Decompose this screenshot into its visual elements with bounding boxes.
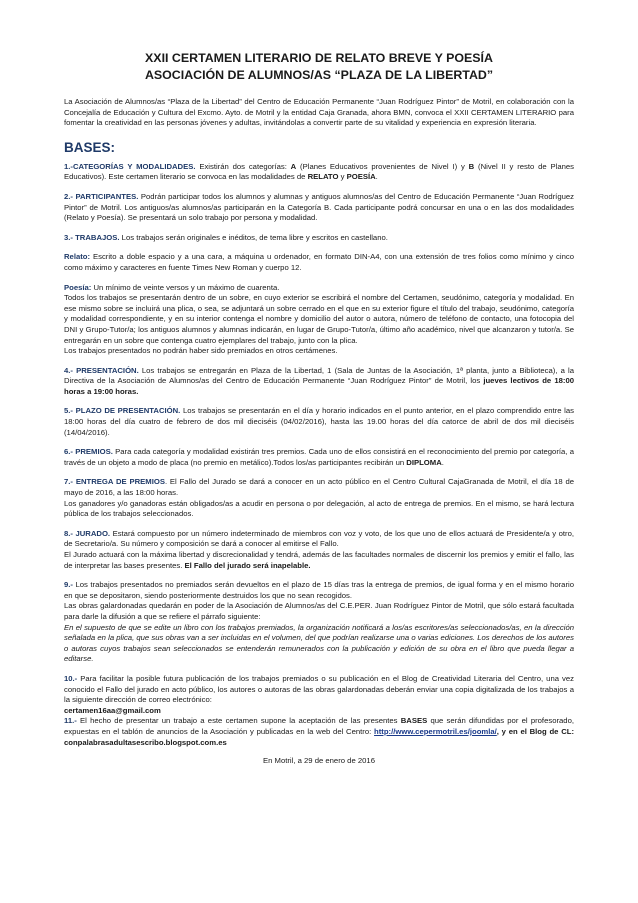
section-difusion: 10.- Para facilitar la posible futura publicación de los trabajos premiados o su publicación en el Blog de Creatividad Literaria del Centro, una vez conocido el Fallo del jurado en acto público, los autores o autoras de las obras galardonadas deberán enviar una copia digitalizada de los trabajos a la siguiente dirección de correo electrónico: certamen16aa@gmail.com 11.- El hecho de presentar un trabajo a este certamen supone la aceptación de las presentes BASES que serán difundidas por el profesorado, expuestas en el tablón de anuncios de la Asociación y publicadas en la web del Centro: http://www.cepermotril.es/joomla/, y en el Blog de CL: conpalabrasadultasescribo.blogspot.com.es (64, 673, 575, 747)
section-entrega: 7.- ENTREGA DE PREMIOS. El Fallo del Jurado se dará a conocer en un acto público en el Centro Cultural CajaGranada de Motril, el día 18 de mayo de 2016, a las 18:00 horas. Los ganadores y/o ganadoras están obligados/as a acudir en persona o por delegación, al acto de entrega de premios. En el mismo, se hará lectura pública de los trabajos seleccionados. (64, 477, 574, 519)
section-heading: Poesía: (64, 282, 92, 292)
section-premios: 6.- PREMIOS. Para cada categoría y modalidad existirán tres premios. Cada uno de ellos consistirá en el reconocimiento del premio por categoría, a través de un objeto a modo de placa (no premio en metálico).Todos los/as participantes recibirán un DIPLOMA. (64, 447, 574, 467)
premiados-previos-paragraph: Los trabajos presentados no podrán haber sido premiados en otros certámenes. (64, 346, 338, 356)
section-heading: 5.- PLAZO DE PRESENTACIÓN. (64, 406, 181, 416)
section-heading: Relato: (64, 252, 91, 262)
document-subtitle: ASOCIACIÓN DE ALUMNOS/AS “PLAZA DE LA LIBERTAD” (144, 68, 494, 82)
title-block (64, 50, 574, 84)
section-heading: 9.- (64, 580, 73, 590)
section-jurado: 8.- JURADO. Estará compuesto por un número indeterminado de miembros con voz y voto, de los que uno de ellos actuará de Presidente/a y otro, de Secretario/a. Su número y composición se dará a conocer al emitirse el Fallo. El Jurado actuará con la máxima libertad y discrecionalidad y tendrá, además de las facultades normales de discernir los premios y emitir el fallo, las de interpretar las bases presentes. El Fallo del jurado será inapelable. (64, 528, 574, 570)
center-website-link[interactable]: http://www.cepermotril.es/joomla/ (374, 726, 497, 736)
bases-heading: BASES: (64, 139, 116, 155)
section-heading: 3.- TRABAJOS. (64, 232, 120, 242)
section-heading: 4.- PRESENTACIÓN. (64, 365, 139, 375)
date-line: En Motril, a 29 de enero de 2016 (263, 756, 375, 766)
document-title: XXII CERTAMEN LITERARIO DE RELATO BREVE Y POESÍA (145, 51, 493, 65)
section-categorias: 1.-CATEGORÍAS Y MODALIDADES. Existirán dos categorías: A (Planes Educativos provenientes de Nivel I) y B (Nivel II y resto de Planes Educativos). Este certamen literario se convoca en las modalidades de RELATO y POESÍA. (64, 161, 574, 182)
section-heading: 2.- PARTICIPANTES. (64, 191, 139, 201)
blog-reference: , y en el Blog de CL: conpalabrasadultasescribo.blogspot.com.es (64, 726, 575, 747)
section-heading: 6.- PREMIOS. (64, 447, 113, 457)
section-trabajos: 3.- TRABAJOS. Los trabajos serán originales e inéditos, de tema libre y escritos en castellano. (64, 232, 388, 242)
section-heading: 1.-CATEGORÍAS Y MODALIDADES. (64, 161, 196, 171)
section-heading: 11.- (64, 716, 77, 726)
section-plazo: 5.- PLAZO DE PRESENTACIÓN. Los trabajos se presentarán en el día y horario indicados en el punto anterior, en el plazo comprendido entre las 18:00 horas del día cuatro de febrero de dos mil dieciséis (04/02/2016), hasta las 19.00 horas del día catorce de abril de dos mil dieciséis (14/04/2016). (64, 406, 574, 437)
contact-email[interactable]: certamen16aa@gmail.com (64, 705, 161, 715)
envio-paragraph: Todos los trabajos se presentarán dentro de un sobre, en cuyo exterior se escribirá el nombre del Certamen, seudónimo, categoría y modalidad. En ese mismo sobre se incluirá una plica, o sea, se adjuntará un sobre cerrado en el que en su exterior figure el título del trabajo, seudónimo, categoría y modalidad correspondiente, y en su interior contenga el nombre y domicilio del autor o autora, número de teléfono de contacto, una fotocopia del DNI y Grupo-Tutor/a; los antiguos alumnos y alumnas indicarán, en lugar de Grupo-Tutor/a, último año académico, nivel que alcanzaron y tutor/a. Se entregarán en un sobre que contenga cuatro ejemplares del trabajo, junto con la plica. (64, 293, 574, 345)
section-heading: 8.- JURADO. (64, 528, 111, 538)
section-relato: Relato: Escrito a doble espacio y a una cara, a máquina u ordenador, en formato DIN-A4, con una extensión de tres folios como mínimo y cinco como máximo y caracteres en fuente Times New Roman y cuerpo 12. (64, 252, 574, 272)
section-heading: 10.- (64, 673, 78, 683)
publication-clause: En el supuesto de que se edite un libro con los trabajos premiados, la organización notificará a los/as escritores/as seleccionados/as, en la dirección señalada en la plica, que sus obras van a ser incluidas en el volumen, del que podrían realizarse una o varias ediciones. Los derechos de los autores o autoras cuyos trabajos sean seleccionados se entenderán remunerados con la publicación y edición de su obra en el libro que pueda llegar a editarse. (64, 622, 574, 664)
section-poesia: Poesía: Un mínimo de veinte versos y un máximo de cuarenta. Todos los trabajos se presentarán dentro de un sobre, en cuyo exterior se escribirá el nombre del Certamen, seudónimo, categoría y modalidad. En ese mismo sobre se incluirá una plica, o sea, se adjuntará un sobre cerrado en el que en su exterior figure el título del trabajo, seudónimo, categoría y modalidad correspondiente, y en su interior contenga el nombre y domicilio del autor o autora, número de teléfono de contacto, una fotocopia del DNI y Grupo-Tutor/a; los antiguos alumnos y alumnas indicarán, en lugar de Grupo-Tutor/a, último año académico, nivel que alcanzaron y tutor/a. Se entregarán en un sobre que contenga cuatro ejemplares del trabajo, junto con la plica. Los trabajos presentados no podrán haber sido premiados en otros certámenes. (64, 282, 574, 356)
section-devolucion: 9.- Los trabajos presentados no premiados serán devueltos en el plazo de 15 días tras la entrega de premios, de igual forma y en el mismo horario en que se depositaron, siendo posteriormente destruidos los que no sean recogidos. Las obras galardonadas quedarán en poder de la Asociación de Alumnos/as del C.E.PER. Juan Rodríguez Pintor de Motril, que sólo estará facultada para darle la difusión a que se refiere el párrafo siguiente: En el supuesto de que se edite un libro con los trabajos premiados, la organización notificará a los/as escritores/as seleccionados/as, en la dirección señalada en la plica, que sus obras van a ser incluidas en el volumen, del que podrían realizarse una o varias ediciones. Los derechos de los autores o autoras cuyos trabajos sean seleccionados se entenderán remunerados con la publicación y edición de su obra en el libro que pueda llegar a editarse. (64, 580, 574, 664)
section-participantes: 2.- PARTICIPANTES. Podrán participar todos los alumnos y alumnas y antiguos alumnos/as del Centro de Educación Permanente “Juan Rodríguez Pintor” de Motril. Los antiguos/as alumnos/as participarán en la Categoría B. Cada participante podrá concursar en una o en las dos modalidades (Relato y Poesía). Se presentará un solo trabajo por persona y modalidad. (64, 191, 574, 223)
section-heading: 7.- ENTREGA DE PREMIOS (64, 477, 165, 487)
intro-paragraph: La Asociación de Alumnos/as “Plaza de la Libertad” del Centro de Educación Permanente “Juan Rodríguez Pintor” de Motril, en colaboración con la Concejalía de Educación y Cultura del Excmo. Ayto. de Motril y la entidad Caja Granada, ahora BMN, convoca el XXII CERTAMEN LITERARIO para fomentar la creatividad en las personas jóvenes y adultas, invitándolas a convertir parte de su vitalidad y experiencia en expresión literaria. (64, 97, 574, 128)
section-presentacion: 4.- PRESENTACIÓN. Los trabajos se entregarán en Plaza de la Libertad, 1 (Sala de Juntas de la Asociación, 1ª planta, junto a Biblioteca), a la Directiva de la Asociación de Alumnos/as del Centro de Educación Permanente “Juan Rodríguez Pintor” de Motril, los jueves lectivos de 18:00 horas a 19:00 horas. (64, 365, 574, 396)
